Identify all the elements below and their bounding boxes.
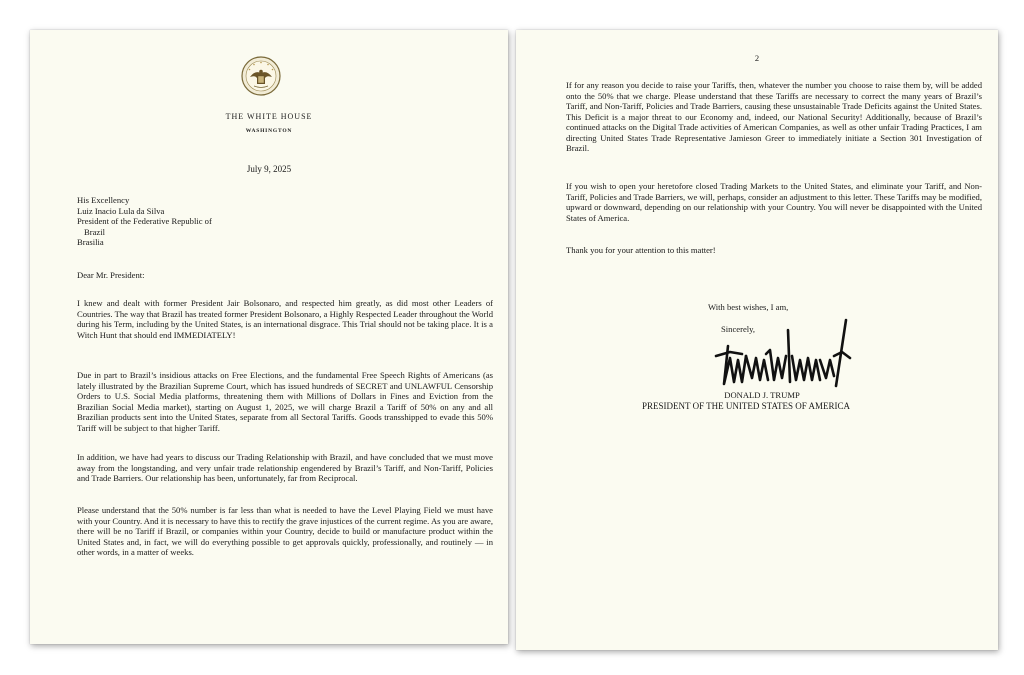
- signer-title: PRESIDENT OF THE UNITED STATES OF AMERICA: [642, 401, 850, 411]
- letterhead-title: THE WHITE HOUSE: [225, 112, 313, 121]
- addressee-line: President of the Federative Republic of: [77, 216, 212, 227]
- handwritten-signature: [708, 316, 858, 394]
- closing-line: With best wishes, I am,: [708, 302, 789, 312]
- signer-name: DONALD J. TRUMP: [724, 390, 800, 400]
- salutation: Dear Mr. President:: [77, 270, 145, 280]
- body-paragraph: I knew and dealt with former President Jair Bolsonaro, and respected him greatly, as did most other Leaders of Countries. The way that Brazil has treated former President Bolsonaro, a Highly Respected Leader throughout the World during his Term, including by the United States, is an international disgrace. This Trial should not be taking place. It is a Witch Hunt that should end IMMEDIATELY!: [77, 298, 493, 340]
- body-paragraph: Due in part to Brazil’s insidious attacks on Free Elections, and the fundamental Free Speech Rights of Americans (as lately illustrated by the Brazilian Supreme Court, which has issued hundreds of SECRET and UNLAWFUL Censorship Orders to U.S. Social Media platforms, threatening them with Millions of Dollars in Fines and Eviction from the Brazilian Social Media market), starting on August 1, 2025, we will charge Brazil a Tariff of 50% on any and all Brazilian products sent into the United States, separate from all Sectoral Tariffs. Goods transshipped to evade this 50% Tariff will be subject to that higher Tariff.: [77, 370, 493, 433]
- letter-page-2: [516, 30, 998, 650]
- body-paragraph: If for any reason you decide to raise your Tariffs, then, whatever the number you choose to raise them by, will be added onto the 50% that we charge. Please understand that these Tariffs are necessary to correct the many years of Brazil’s Tariff, and Non-Tariff, Policies and Trade Barriers, causing these unsustainable Trade Deficits against the United States. This Deficit is a major threat to our Economy and, indeed, our National Security! Additionally, because of Brazil’s continued attacks on the Digital Trade activities of American Companies, as well as other unfair Trading Practices, I am directing United States Trade Representative Jamieson Greer to immediately initiate a Section 301 Investigation of Brazil.: [566, 80, 982, 154]
- letterhead-subtitle: WASHINGTON: [245, 128, 293, 134]
- addressee-line: Brasilia: [77, 237, 104, 248]
- body-paragraph: Please understand that the 50% number is far less than what is needed to have the Level Playing Field we must have with your Country. And it is necessary to have this to rectify the grave injustices of the current regime. As you are aware, there will be no Tariff if Brazil, or companies within your Country, decide to build or manufacture product within the United States and, in fact, we will do everything possible to get approvals quickly, professionally, and routinely — in other words, in a matter of weeks.: [77, 505, 493, 558]
- presidential-seal-icon: [241, 56, 281, 96]
- addressee-line: His Excellency: [77, 195, 130, 205]
- letter-page-1: [30, 30, 508, 644]
- addressee-line: Brazil: [84, 226, 105, 237]
- body-paragraph: Thank you for your attention to this matter!: [566, 245, 716, 255]
- addressee-line: Luiz Inacio Lula da Silva: [77, 205, 165, 216]
- addressee-block: [77, 195, 212, 248]
- letter-date: July 9, 2025: [246, 164, 292, 174]
- body-paragraph: In addition, we have had years to discuss our Trading Relationship with Brazil, and have concluded that we must move away from the longstanding, and very unfair trade relationship engendered by Brazil’s Tariff, and Non-Tariff, Policies and Trade Barriers. Our relationship has been, unfortunately, far from Reciprocal.: [77, 452, 493, 484]
- body-paragraph: If you wish to open your heretofore closed Trading Markets to the United States, and eliminate your Tariff, and Non-Tariff, Policies and Trade Barriers, we will, perhaps, consider an adjustment to this letter. These Tariffs may be modified, upward or downward, depending on our relationship with your Country. You will never be disappointed with the United States of America.: [566, 181, 982, 223]
- page-number: 2: [754, 53, 760, 63]
- valediction: Sincerely,: [721, 324, 756, 334]
